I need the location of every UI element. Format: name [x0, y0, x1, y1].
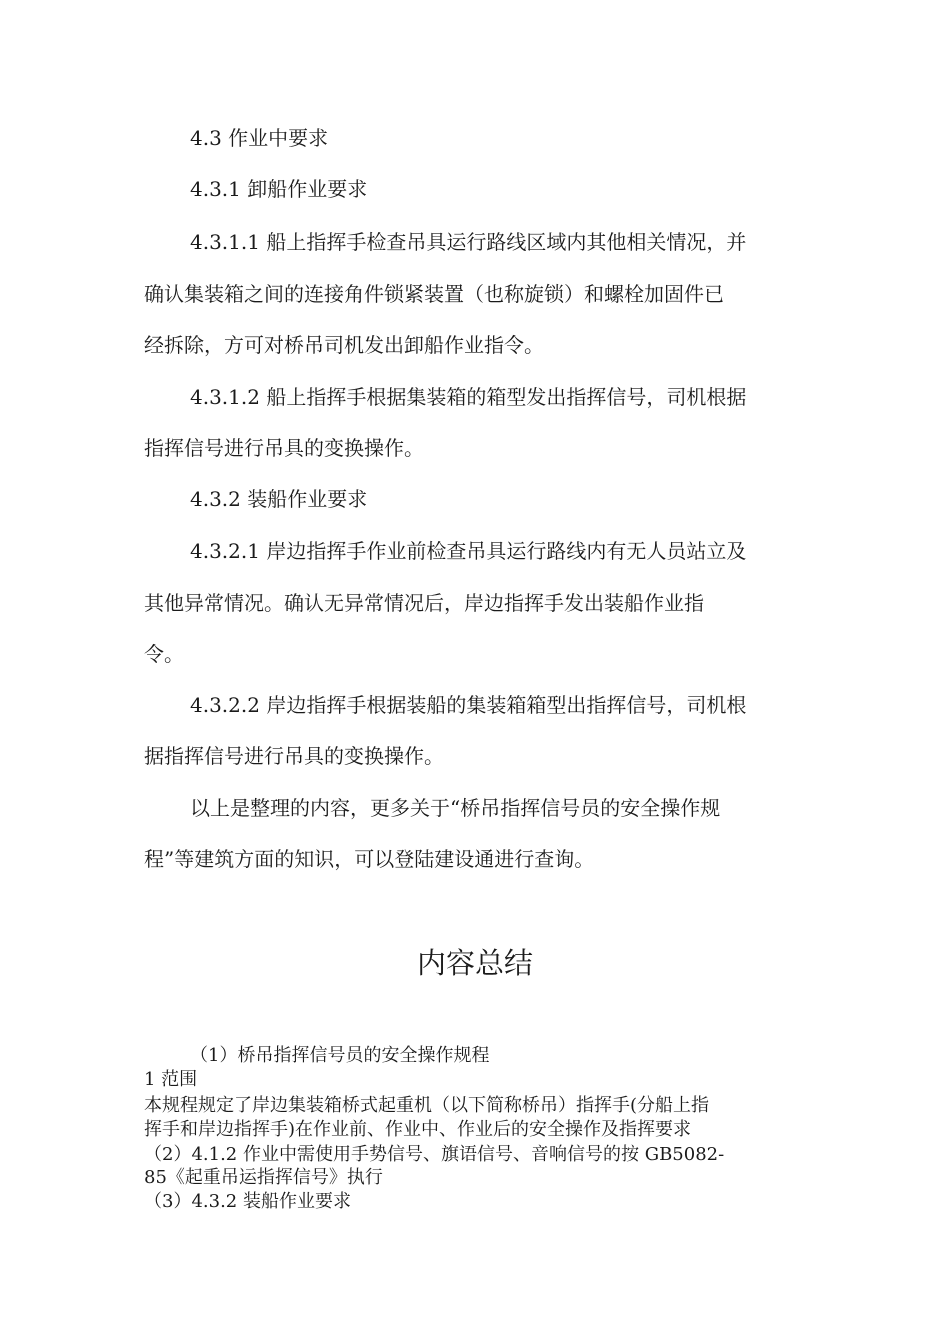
- summary-line: 1 范围: [144, 1069, 198, 1090]
- summary-line: （3）4.3.2 装船作业要求: [144, 1191, 351, 1212]
- paragraph-line: 确认集装箱之间的连接角件锁紧装置（也称旋锁）和螺栓加固件已: [144, 282, 724, 306]
- paragraph-line: 4.3.1.1 船上指挥手检查吊具运行路线区域内其他相关情况，并: [190, 230, 747, 254]
- paragraph-line: 4.3.1.2 船上指挥手根据集装箱的箱型发出指挥信号，司机根据: [190, 385, 747, 409]
- summary-line: 挥手和岸边指挥手)在作业前、作业中、作业后的安全操作及指挥要求: [144, 1119, 692, 1140]
- paragraph-line: 以上是整理的内容，更多关于“桥吊指挥信号员的安全操作规: [190, 796, 721, 820]
- summary-line: 本规程规定了岸边集装箱桥式起重机（以下简称桥吊）指挥手(分船上指: [144, 1095, 710, 1116]
- summary-line: （1）桥吊指挥信号员的安全操作规程: [190, 1045, 490, 1066]
- paragraph-line: 据指挥信号进行吊具的变换操作。: [144, 744, 444, 768]
- section-heading-4-3-2: 4.3.2 装船作业要求: [190, 487, 368, 511]
- summary-line: （2）4.1.2 作业中需使用手势信号、旗语信号、音响信号的按 GB5082-: [144, 1144, 725, 1165]
- paragraph-line: 4.3.2.1 岸边指挥手作业前检查吊具运行路线内有无人员站立及: [190, 539, 747, 563]
- paragraph-line: 令。: [144, 642, 184, 666]
- paragraph-line: 4.3.2.2 岸边指挥手根据装船的集装箱箱型出指挥信号，司机根: [190, 693, 747, 717]
- section-heading-4-3-1: 4.3.1 卸船作业要求: [190, 177, 368, 201]
- summary-line: 85《起重吊运指挥信号》执行: [144, 1167, 383, 1188]
- section-heading-4-3: 4.3 作业中要求: [190, 126, 329, 150]
- paragraph-line: 其他异常情况。确认无异常情况后，岸边指挥手发出装船作业指: [144, 591, 704, 615]
- paragraph-line: 程”等建筑方面的知识，可以登陆建设通进行查询。: [144, 847, 595, 871]
- summary-title: 内容总结: [416, 946, 533, 980]
- paragraph-line: 指挥信号进行吊具的变换操作。: [144, 436, 424, 460]
- paragraph-line: 经拆除，方可对桥吊司机发出卸船作业指令。: [144, 333, 544, 357]
